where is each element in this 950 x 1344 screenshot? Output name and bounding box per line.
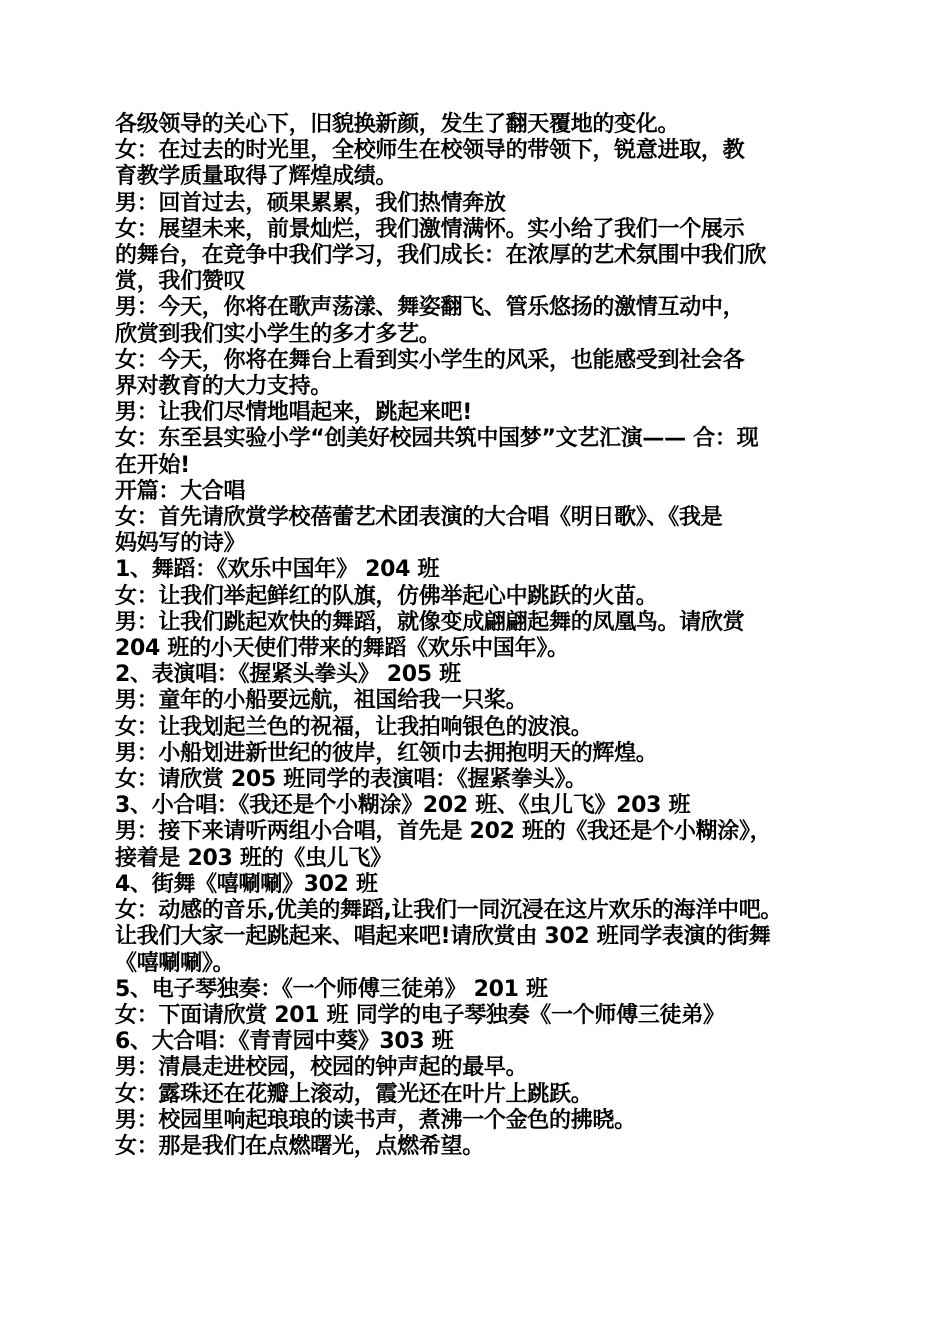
text-line: 界对教育的大力支持。: [115, 374, 333, 400]
text-line: 男：童年的小船要远航，祖国给我一只桨。: [115, 688, 528, 714]
text-line: 男：校园里响起琅琅的读书声，煮沸一个金色的拂晓。: [115, 1107, 636, 1133]
text-line: 接着是 203 班的《虫儿飞》: [115, 845, 392, 871]
text-line: 女：在过去的时光里，全校师生在校领导的带领下，锐意进取，教: [115, 138, 745, 164]
text-line: 女：让我划起兰色的祝福，让我拍响银色的波浪。: [115, 714, 593, 740]
text-line: 各级领导的关心下，旧貌换新颜，发生了翻天覆地的变化。: [115, 112, 680, 137]
text-line: 在开始!: [115, 452, 190, 478]
text-line: 育教学质量取得了辉煌成绩。: [115, 164, 398, 190]
program-item: 3、小合唱：《我还是个小糊涂》202 班、《虫儿飞》203 班: [115, 793, 691, 819]
document-page: [115, 112, 850, 1160]
text-line: 女：让我们举起鲜红的队旗，仿佛举起心中跳跃的火苗。: [115, 583, 658, 609]
program-item: 1、舞蹈：《欢乐中国年》 204 班: [115, 557, 440, 583]
text-line: 赏，我们赞叹: [115, 269, 246, 295]
text-line: 男：让我们尽情地唱起来，跳起来吧!: [115, 400, 472, 426]
text-line: 女：露珠还在花瓣上滚动，霞光还在叶片上跳跃。: [115, 1081, 593, 1107]
program-item: 2、表演唱：《握紧头拳头》 205 班: [115, 662, 461, 688]
text-line: 妈妈写的诗》: [115, 531, 246, 557]
text-line: 男：让我们跳起欢快的舞蹈，就像变成翩翩起舞的凤凰鸟。请欣赏: [115, 609, 745, 635]
program-item: 6、大合唱：《青青园中葵》303 班: [115, 1029, 454, 1055]
text-line: 欣赏到我们实小学生的多才多艺。: [115, 321, 441, 347]
text-line: 女：那是我们在点燃曙光，点燃希望。: [115, 1133, 484, 1159]
text-line: 男：接下来请听两组小合唱，首先是 202 班的《我还是个小糊涂》，: [115, 819, 772, 845]
text-line: 男：今天，你将在歌声荡漾、舞姿翻飞、管乐悠扬的激情互动中，: [115, 295, 745, 321]
text-line: 女：动感的音乐,优美的舞蹈,让我们一同沉浸在这片欢乐的海洋中吧。: [115, 898, 783, 924]
text-line: 的舞台，在竞争中我们学习，我们成长：在浓厚的艺术氛围中我们欣: [115, 243, 767, 269]
text-line: 女：首先请欣赏学校蓓蕾艺术团表演的大合唱《明日歌》、《我是: [115, 505, 723, 531]
text-line: 女：请欣赏 205 班同学的表演唱：《握紧拳头》。: [115, 767, 587, 793]
text-line: 男：回首过去，硕果累累，我们热情奔放: [115, 190, 506, 216]
section-heading: 开篇：大合唱: [115, 478, 246, 504]
text-line: 让我们大家一起跳起来、唱起来吧!请欣赏由 302 班同学表演的街舞: [115, 924, 771, 950]
text-line: 男：清晨走进校园，校园的钟声起的最早。: [115, 1055, 528, 1081]
text-line: 男：小船划进新世纪的彼岸，红领巾去拥抱明天的辉煌。: [115, 740, 658, 766]
text-line: 204 班的小天使们带来的舞蹈《欢乐中国年》。: [115, 636, 569, 662]
text-line: 《嘻唰唰》。: [115, 950, 235, 976]
program-item: 5、电子琴独奏：《一个师傅三徒弟》 201 班: [115, 976, 548, 1002]
text-line: 女：下面请欣赏 201 班 同学的电子琴独奏《一个师傅三徒弟》: [115, 1002, 725, 1028]
text-line: 女：今天，你将在舞台上看到实小学生的风采，也能感受到社会各: [115, 347, 745, 373]
text-line: 女：东至县实验小学“创美好校园共筑中国梦”文艺汇演—— 合：现: [115, 426, 759, 452]
program-item: 4、街舞《嘻唰唰》302 班: [115, 871, 378, 897]
text-line: 女：展望未来，前景灿烂，我们激情满怀。实小给了我们一个展示: [115, 216, 745, 242]
